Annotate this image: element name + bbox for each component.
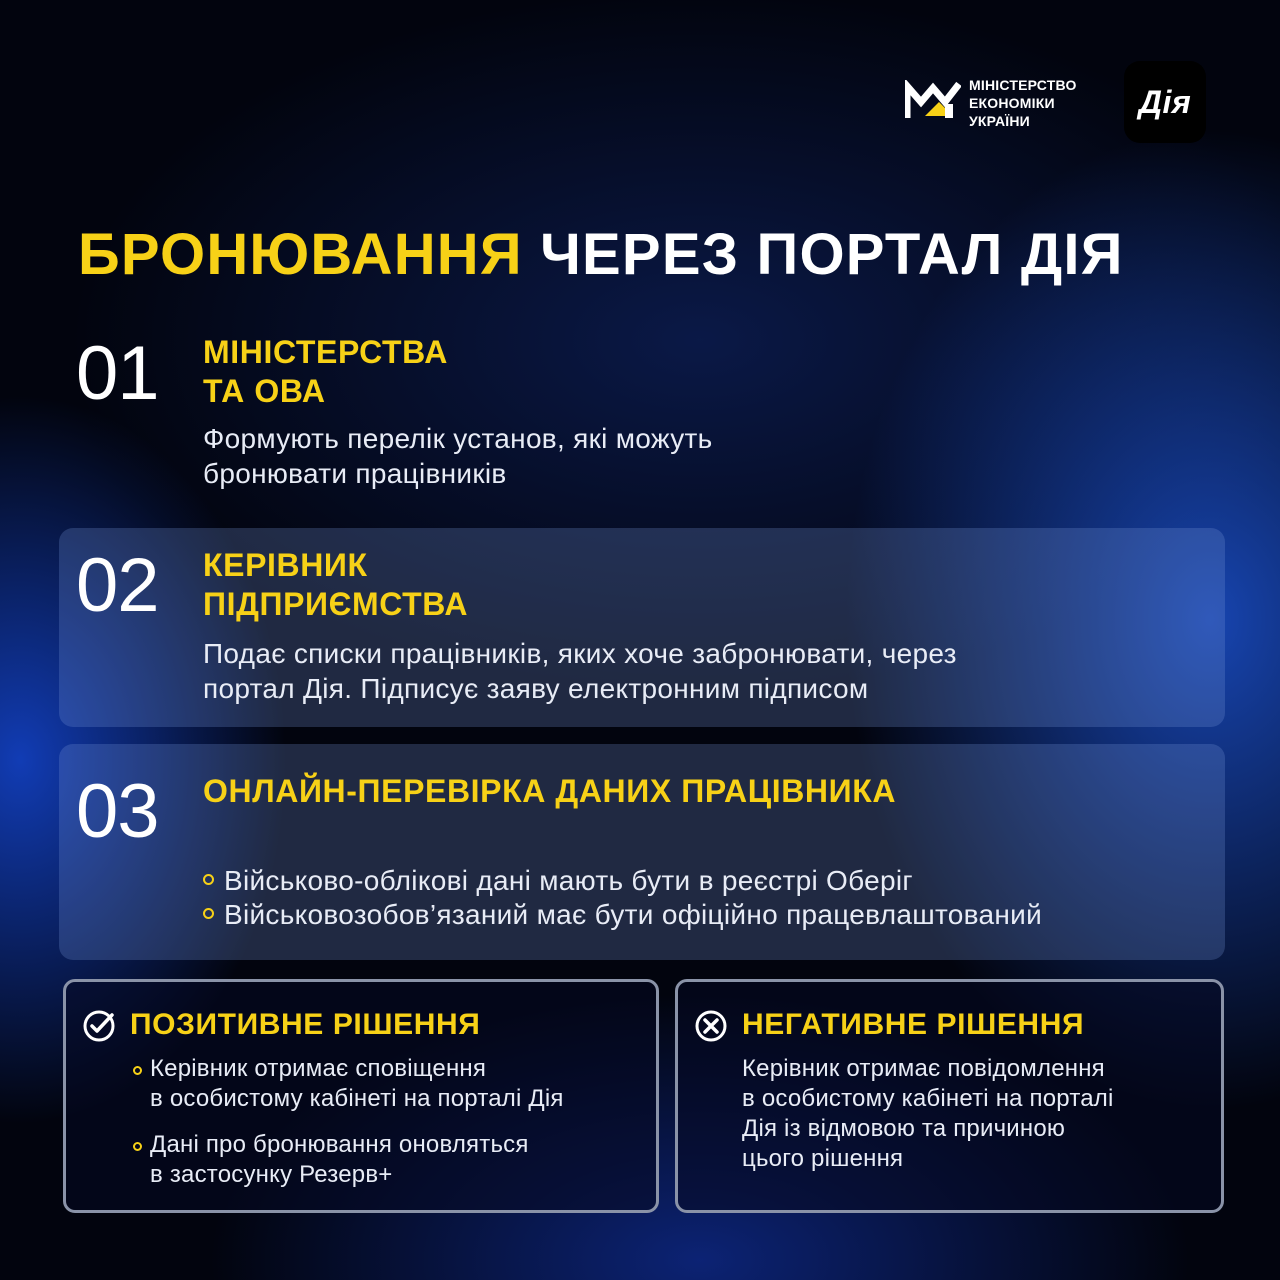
step-bullet	[203, 898, 1042, 932]
step-heading-line: КЕРІВНИК	[203, 547, 368, 583]
cross-circle-icon	[694, 1009, 728, 1043]
step-number: 01	[76, 331, 159, 416]
step-description-line: портал Дія. Підписує заяву електронним підписом	[203, 673, 869, 704]
step-number: 03	[76, 769, 159, 854]
bullet-dot-icon	[133, 1142, 142, 1151]
negative-decision-text	[742, 1054, 1114, 1174]
bullet-dot-icon	[203, 908, 214, 919]
ministry-name-line-3: УКРАЇНИ	[969, 113, 1030, 129]
negative-text-line: Керівник отримає повідомлення	[742, 1055, 1105, 1082]
positive-bullet-line: Дані про бронювання оновляться	[150, 1131, 529, 1158]
ministry-name-line-2: ЕКОНОМІКИ	[969, 95, 1055, 111]
step-heading-line: ПІДПРИЄМСТВА	[203, 586, 469, 622]
page-title	[78, 222, 1124, 288]
step-number: 02	[76, 543, 159, 628]
positive-bullet-line: в особистому кабінеті на порталі Дія	[150, 1085, 564, 1112]
positive-bullet-1	[150, 1054, 564, 1114]
diia-logo	[1124, 61, 1206, 143]
negative-decision-title: НЕГАТИВНЕ РІШЕННЯ	[742, 1008, 1085, 1041]
negative-decision-box	[675, 979, 1224, 1213]
step-bullet-text: Військово-облікові дані мають бути в реєстрі Оберіг	[224, 865, 913, 896]
page-title-rest: ЧЕРЕЗ ПОРТАЛ ДІЯ	[540, 222, 1124, 287]
positive-bullet-2	[150, 1130, 529, 1190]
check-circle-icon	[82, 1009, 116, 1043]
page-title-highlight: БРОНЮВАННЯ	[78, 222, 523, 287]
step-bullet-text: Військовозобов’язаний має бути офіційно працевлаштований	[224, 899, 1043, 930]
step-heading-line: ОНЛАЙН-ПЕРЕВІРКА ДАНИХ ПРАЦІВНИКА	[203, 773, 897, 809]
negative-text-line: Дія із відмовою та причиною	[742, 1115, 1066, 1142]
step-bullet	[203, 864, 913, 898]
ministry-name-line-1: МІНІСТЕРСТВО	[969, 77, 1077, 93]
positive-decision-box	[63, 979, 659, 1213]
ministry-name	[969, 76, 1077, 130]
step-description-line: Формують перелік установ, які можуть	[203, 423, 713, 454]
positive-bullet-line: Керівник отримає сповіщення	[150, 1055, 487, 1082]
diia-logo-text: Дія	[1138, 83, 1192, 120]
bullet-dot-icon	[133, 1066, 142, 1075]
positive-bullet-line: в застосунку Резерв+	[150, 1161, 393, 1188]
negative-text-line: в особистому кабінеті на порталі	[742, 1085, 1114, 1112]
step-heading-line: МІНІСТЕРСТВА	[203, 334, 448, 370]
positive-decision-title: ПОЗИТИВНЕ РІШЕННЯ	[130, 1008, 481, 1041]
bullet-dot-icon	[203, 874, 214, 885]
step-description-line: бронювати працівників	[203, 458, 507, 489]
ministry-logo	[905, 76, 1091, 128]
step-heading-line: ТА ОВА	[203, 373, 326, 409]
step-description-line: Подає списки працівників, яких хоче забронювати, через	[203, 638, 957, 669]
ministry-emblem-icon	[905, 80, 961, 120]
negative-text-line: цього рішення	[742, 1145, 904, 1172]
